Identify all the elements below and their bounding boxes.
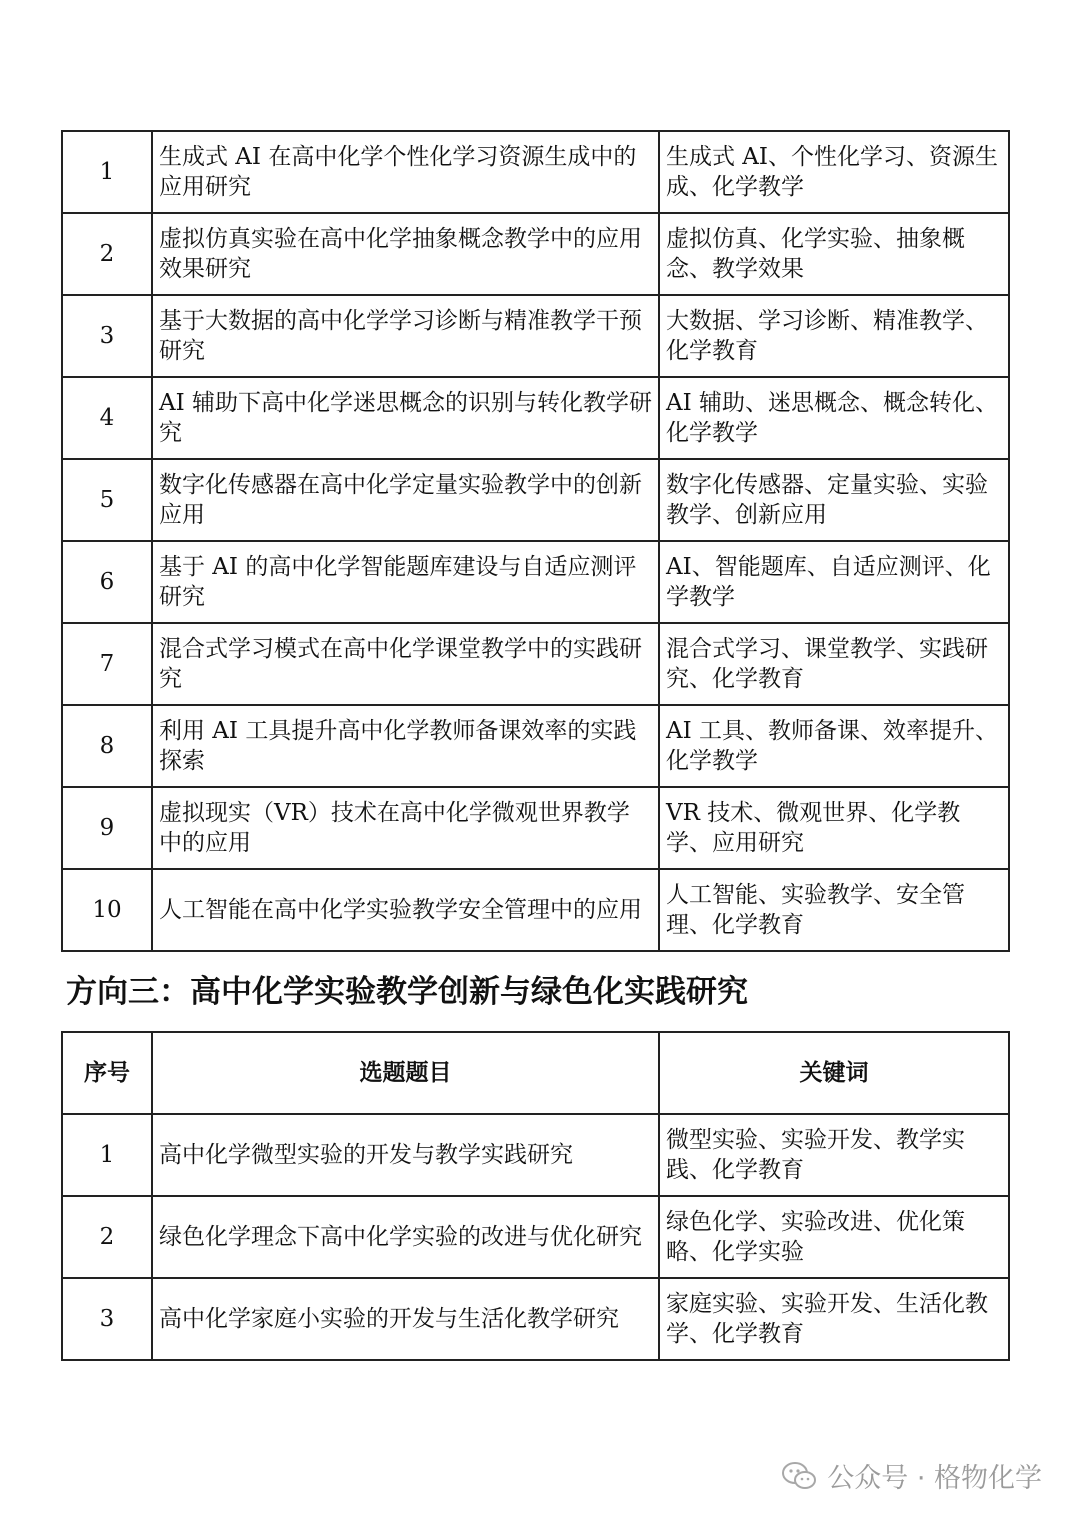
topic-title: 人工智能在高中化学实验教学安全管理中的应用 bbox=[152, 869, 659, 951]
row-number: 9 bbox=[62, 787, 152, 869]
topic-keywords: 绿色化学、实验改进、优化策略、化学实验 bbox=[659, 1196, 1009, 1278]
row-number: 5 bbox=[62, 459, 152, 541]
table-row bbox=[62, 377, 1009, 459]
topic-title: 虚拟现实（VR）技术在高中化学微观世界教学中的应用 bbox=[152, 787, 659, 869]
wechat-icon bbox=[781, 1460, 817, 1492]
topic-keywords: 虚拟仿真、化学实验、抽象概念、教学效果 bbox=[659, 213, 1009, 295]
row-number: 1 bbox=[62, 131, 152, 213]
topic-title: 虚拟仿真实验在高中化学抽象概念教学中的应用效果研究 bbox=[152, 213, 659, 295]
table-row bbox=[62, 541, 1009, 623]
topic-keywords: 家庭实验、实验开发、生活化教学、化学教育 bbox=[659, 1278, 1009, 1360]
topic-title: 绿色化学理念下高中化学实验的改进与优化研究 bbox=[152, 1196, 659, 1278]
table-row bbox=[62, 705, 1009, 787]
row-number: 4 bbox=[62, 377, 152, 459]
topic-keywords: AI 工具、教师备课、效率提升、化学教学 bbox=[659, 705, 1009, 787]
topic-title: 基于 AI 的高中化学智能题库建设与自适应测评研究 bbox=[152, 541, 659, 623]
topics-table-direction-2 bbox=[61, 130, 1010, 952]
watermark bbox=[781, 1456, 1042, 1495]
row-number: 6 bbox=[62, 541, 152, 623]
row-number: 8 bbox=[62, 705, 152, 787]
row-number: 7 bbox=[62, 623, 152, 705]
table-header-row bbox=[62, 1032, 1009, 1114]
row-number: 2 bbox=[62, 213, 152, 295]
topic-title: AI 辅助下高中化学迷思概念的识别与转化教学研究 bbox=[152, 377, 659, 459]
column-header-keywords: 关键词 bbox=[659, 1032, 1009, 1114]
column-header-title: 选题题目 bbox=[152, 1032, 659, 1114]
table-row bbox=[62, 1114, 1009, 1196]
topic-keywords: AI、智能题库、自适应测评、化学教学 bbox=[659, 541, 1009, 623]
topic-title: 高中化学家庭小实验的开发与生活化教学研究 bbox=[152, 1278, 659, 1360]
watermark-text: 公众号 · 格物化学 bbox=[827, 1463, 1042, 1494]
row-number: 3 bbox=[62, 1278, 152, 1360]
table-row bbox=[62, 869, 1009, 951]
topic-keywords: VR 技术、微观世界、化学教学、应用研究 bbox=[659, 787, 1009, 869]
column-header-number: 序号 bbox=[62, 1032, 152, 1114]
table-row bbox=[62, 1278, 1009, 1360]
topic-keywords: 数字化传感器、定量实验、实验教学、创新应用 bbox=[659, 459, 1009, 541]
topic-keywords: AI 辅助、迷思概念、概念转化、化学教学 bbox=[659, 377, 1009, 459]
table-row bbox=[62, 295, 1009, 377]
topic-title: 利用 AI 工具提升高中化学教师备课效率的实践探索 bbox=[152, 705, 659, 787]
topics-table-direction-3 bbox=[61, 1031, 1010, 1361]
topic-title: 混合式学习模式在高中化学课堂教学中的实践研究 bbox=[152, 623, 659, 705]
topic-keywords: 微型实验、实验开发、教学实践、化学教育 bbox=[659, 1114, 1009, 1196]
topic-keywords: 生成式 AI、个性化学习、资源生成、化学教学 bbox=[659, 131, 1009, 213]
topic-title: 基于大数据的高中化学学习诊断与精准教学干预研究 bbox=[152, 295, 659, 377]
row-number: 2 bbox=[62, 1196, 152, 1278]
table-row bbox=[62, 623, 1009, 705]
table-row bbox=[62, 131, 1009, 213]
topic-keywords: 大数据、学习诊断、精准教学、化学教育 bbox=[659, 295, 1009, 377]
topic-keywords: 人工智能、实验教学、安全管理、化学教育 bbox=[659, 869, 1009, 951]
topic-title: 生成式 AI 在高中化学个性化学习资源生成中的应用研究 bbox=[152, 131, 659, 213]
section-heading: 方向三：高中化学实验教学创新与绿色化实践研究 bbox=[66, 974, 748, 1010]
table-row bbox=[62, 1196, 1009, 1278]
row-number: 1 bbox=[62, 1114, 152, 1196]
table-row bbox=[62, 787, 1009, 869]
table-row bbox=[62, 213, 1009, 295]
topic-keywords: 混合式学习、课堂教学、实践研究、化学教育 bbox=[659, 623, 1009, 705]
table-row bbox=[62, 459, 1009, 541]
row-number: 10 bbox=[62, 869, 152, 951]
topic-title: 数字化传感器在高中化学定量实验教学中的创新应用 bbox=[152, 459, 659, 541]
row-number: 3 bbox=[62, 295, 152, 377]
topic-title: 高中化学微型实验的开发与教学实践研究 bbox=[152, 1114, 659, 1196]
